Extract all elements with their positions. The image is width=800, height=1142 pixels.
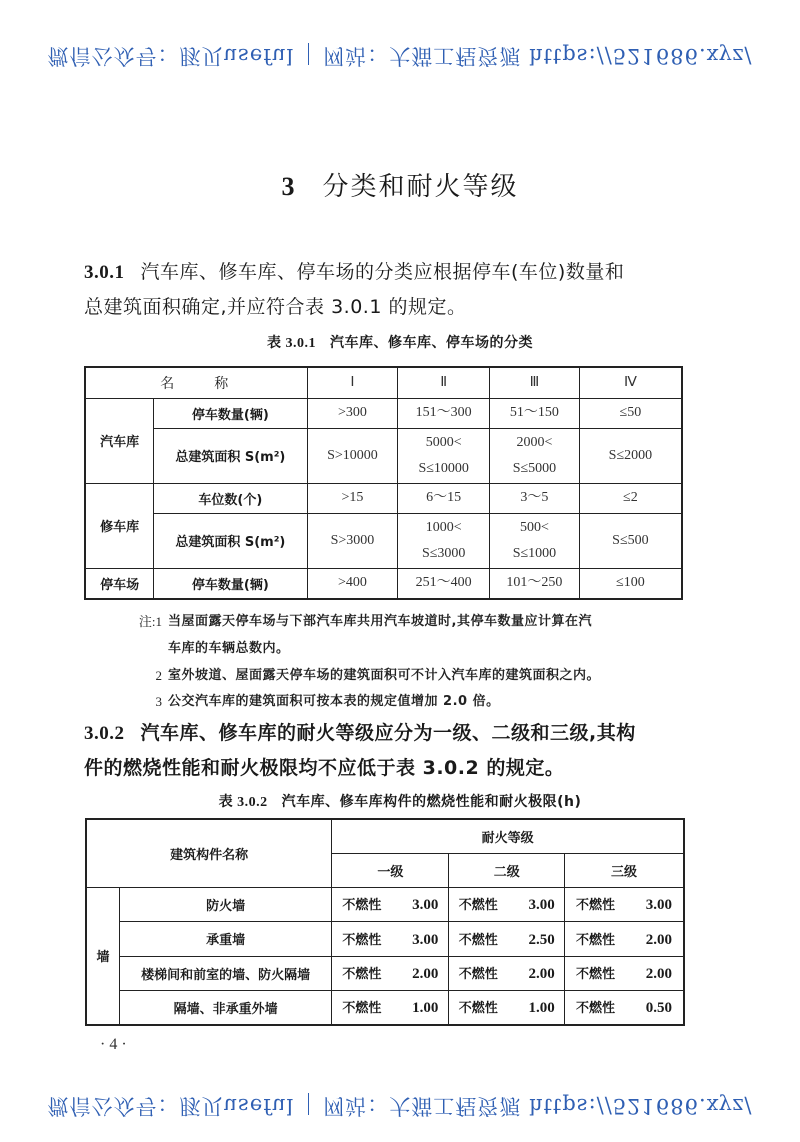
cell-line: S≤1000 bbox=[512, 545, 557, 561]
clause-3-0-1-line2: 总建筑面积确定,并应符合表 3.0.1 的规定。 bbox=[84, 296, 467, 318]
fire-limit: 2.50 bbox=[528, 931, 555, 948]
fire-limit: 1.00 bbox=[528, 1000, 555, 1017]
cell: >300 bbox=[307, 398, 398, 428]
table-row bbox=[85, 428, 682, 483]
cell: >15 bbox=[307, 483, 398, 513]
row-label: 停车数量(辆) bbox=[154, 398, 307, 428]
watermark-top bbox=[0, 40, 800, 72]
page-number: · 4 · bbox=[100, 1036, 127, 1053]
table-header-row bbox=[85, 367, 682, 398]
header-component-name: 建筑构件名称 bbox=[86, 819, 332, 887]
table-3-0-1 bbox=[84, 366, 683, 600]
table-row bbox=[86, 956, 684, 990]
header-grade-1: 一级 bbox=[332, 853, 449, 887]
combustibility: 不燃性 bbox=[342, 898, 382, 913]
cell-line: 500< bbox=[519, 519, 549, 535]
row-label: 车位数(个) bbox=[154, 483, 307, 513]
group-parking-lot: 停车场 bbox=[85, 568, 154, 599]
row-label: 防火墙 bbox=[119, 887, 331, 921]
header-class-1: Ⅰ bbox=[307, 367, 398, 398]
combustibility: 不燃性 bbox=[576, 932, 616, 948]
fire-limit: 3.00 bbox=[645, 897, 673, 913]
cell bbox=[565, 990, 684, 1025]
combustibility: 不燃性 bbox=[576, 898, 616, 913]
header-name: 名 称 bbox=[85, 367, 307, 398]
combustibility: 不燃性 bbox=[342, 932, 382, 948]
cell bbox=[332, 921, 449, 956]
table-3-0-2 bbox=[85, 818, 685, 1026]
fire-limit: 2.00 bbox=[412, 966, 439, 982]
clause-text: 汽车库、修车库、停车场的分类应根据停车(车位)数量和 bbox=[140, 261, 625, 283]
cell bbox=[490, 513, 580, 568]
cell: 151～300 bbox=[398, 398, 490, 428]
clause-text: 汽车库、修车库的耐火等级应分为一级、二级和三级,其构 bbox=[140, 722, 636, 744]
cell-line: S≤5000 bbox=[512, 460, 557, 476]
cell bbox=[332, 887, 449, 921]
combustibility: 不燃性 bbox=[458, 898, 498, 913]
chapter-title-text: 分类和耐火等级 bbox=[322, 172, 519, 202]
header-class-3: Ⅲ bbox=[490, 367, 580, 398]
fire-limit: 0.50 bbox=[645, 1000, 673, 1017]
cell: S>3000 bbox=[307, 513, 398, 568]
cell bbox=[449, 990, 565, 1025]
cell: ≤2 bbox=[579, 483, 682, 513]
watermark-bottom bbox=[0, 1090, 800, 1122]
table-row bbox=[86, 887, 684, 921]
cell-line: 2000< bbox=[516, 434, 553, 450]
table-3-0-1-caption bbox=[0, 332, 800, 352]
cell: 3～5 bbox=[490, 483, 580, 513]
cell bbox=[449, 887, 565, 921]
cell: S>10000 bbox=[307, 428, 398, 483]
cell-line: S≤3000 bbox=[421, 545, 466, 561]
table-row bbox=[86, 921, 684, 956]
fire-limit: 3.00 bbox=[412, 931, 439, 948]
cell: 6～15 bbox=[398, 483, 490, 513]
group-garage: 汽车库 bbox=[85, 398, 154, 483]
row-label: 总建筑面积 S(m²) bbox=[154, 513, 307, 568]
table-row bbox=[85, 398, 682, 428]
clause-3-0-1-line1 bbox=[84, 255, 690, 290]
clause-number: 3.0.1 bbox=[84, 262, 125, 283]
cell-line: 1000< bbox=[425, 519, 462, 535]
watermark-divider bbox=[308, 44, 309, 66]
cell bbox=[565, 887, 684, 921]
cell bbox=[449, 956, 565, 990]
note-text: 室外坡道、屋面露天停车场的建筑面积可不计入汽车库的建筑面积之内。 bbox=[168, 668, 601, 683]
cell: ≤50 bbox=[579, 398, 682, 428]
note-text: 车库的车辆总数内。 bbox=[168, 641, 290, 656]
fire-limit: 2.00 bbox=[528, 966, 555, 982]
table-3-0-2-caption bbox=[0, 791, 800, 811]
cell: 51～150 bbox=[490, 398, 580, 428]
note-number: 2 bbox=[155, 668, 162, 683]
note-text: 当屋面露天停车场与下部汽车库共用汽车坡道时,其停车数量应计算在汽 bbox=[168, 614, 592, 629]
cell bbox=[565, 921, 684, 956]
clause-3-0-2-line1 bbox=[84, 716, 690, 751]
clause-3-0-2 bbox=[84, 716, 690, 785]
clause-number: 3.0.2 bbox=[84, 723, 125, 744]
cell bbox=[398, 513, 490, 568]
fire-limit: 1.00 bbox=[412, 1000, 439, 1017]
combustibility: 不燃性 bbox=[458, 967, 498, 982]
cell bbox=[490, 428, 580, 483]
cell: S≤500 bbox=[579, 513, 682, 568]
chapter-number: 3 bbox=[281, 172, 297, 201]
caption-number: 表 3.0.2 bbox=[218, 795, 268, 810]
cell: ≤100 bbox=[579, 568, 682, 599]
row-label: 停车数量(辆) bbox=[154, 568, 307, 599]
cell bbox=[565, 956, 684, 990]
caption-number: 表 3.0.1 bbox=[267, 336, 316, 351]
cell: 101～250 bbox=[490, 568, 580, 599]
table-row bbox=[85, 513, 682, 568]
watermark-divider bbox=[308, 1094, 309, 1116]
combustibility: 不燃性 bbox=[342, 967, 382, 982]
header-grade-3: 三级 bbox=[565, 853, 684, 887]
watermark-website: 网站：大猫工程资源 https://521686.xyz/ bbox=[323, 1094, 753, 1118]
table-row bbox=[85, 568, 682, 599]
header-class-4: Ⅳ bbox=[579, 367, 682, 398]
cell: >400 bbox=[307, 568, 398, 599]
combustibility: 不燃性 bbox=[458, 1001, 498, 1017]
cell bbox=[332, 990, 449, 1025]
header-grade-2: 二级 bbox=[449, 853, 565, 887]
caption-title: 汽车库、修车库、停车场的分类 bbox=[330, 335, 533, 351]
cell bbox=[332, 956, 449, 990]
table-row bbox=[85, 483, 682, 513]
caption-title: 汽车库、修车库构件的燃烧性能和耐火极限(h) bbox=[281, 794, 582, 810]
note-number: 注:1 bbox=[138, 614, 162, 629]
row-label: 总建筑面积 S(m²) bbox=[154, 428, 307, 483]
row-label: 承重墙 bbox=[119, 921, 331, 956]
cell-line: S≤10000 bbox=[418, 460, 469, 476]
watermark-website: 网站：大猫工程资源 https://521686.xyz/ bbox=[323, 44, 753, 68]
note-number: 3 bbox=[155, 694, 162, 709]
group-wall: 墙 bbox=[86, 887, 119, 1025]
fire-limit: 2.00 bbox=[645, 931, 673, 948]
fire-limit: 3.00 bbox=[412, 897, 439, 913]
clause-3-0-2-line2: 件的燃烧性能和耐火极限均不应低于表 3.0.2 的规定。 bbox=[84, 757, 565, 779]
fire-limit: 2.00 bbox=[645, 966, 673, 982]
clause-3-0-1 bbox=[84, 255, 690, 324]
chapter-title bbox=[0, 166, 800, 203]
table-header-row bbox=[86, 819, 684, 853]
header-fire-rating: 耐火等级 bbox=[332, 819, 684, 853]
watermark-wechat: 微信公众号：豚贝useful bbox=[47, 1094, 295, 1118]
combustibility: 不燃性 bbox=[576, 1001, 616, 1017]
row-label: 隔墙、非承重外墙 bbox=[119, 990, 331, 1025]
fire-limit: 3.00 bbox=[528, 897, 555, 913]
cell-line: 5000< bbox=[425, 434, 462, 450]
note-text: 公交汽车库的建筑面积可按本表的规定值增加 2.0 倍。 bbox=[168, 694, 500, 709]
table-row bbox=[86, 990, 684, 1025]
cell bbox=[398, 428, 490, 483]
cell bbox=[449, 921, 565, 956]
cell: S≤2000 bbox=[579, 428, 682, 483]
combustibility: 不燃性 bbox=[342, 1001, 382, 1017]
group-repair-garage: 修车库 bbox=[85, 483, 154, 568]
row-label: 楼梯间和前室的墙、防火隔墙 bbox=[119, 956, 331, 990]
watermark-wechat: 微信公众号：豚贝useful bbox=[47, 44, 295, 68]
cell: 251～400 bbox=[398, 568, 490, 599]
combustibility: 不燃性 bbox=[576, 967, 616, 982]
header-class-2: Ⅱ bbox=[398, 367, 490, 398]
combustibility: 不燃性 bbox=[458, 932, 498, 948]
